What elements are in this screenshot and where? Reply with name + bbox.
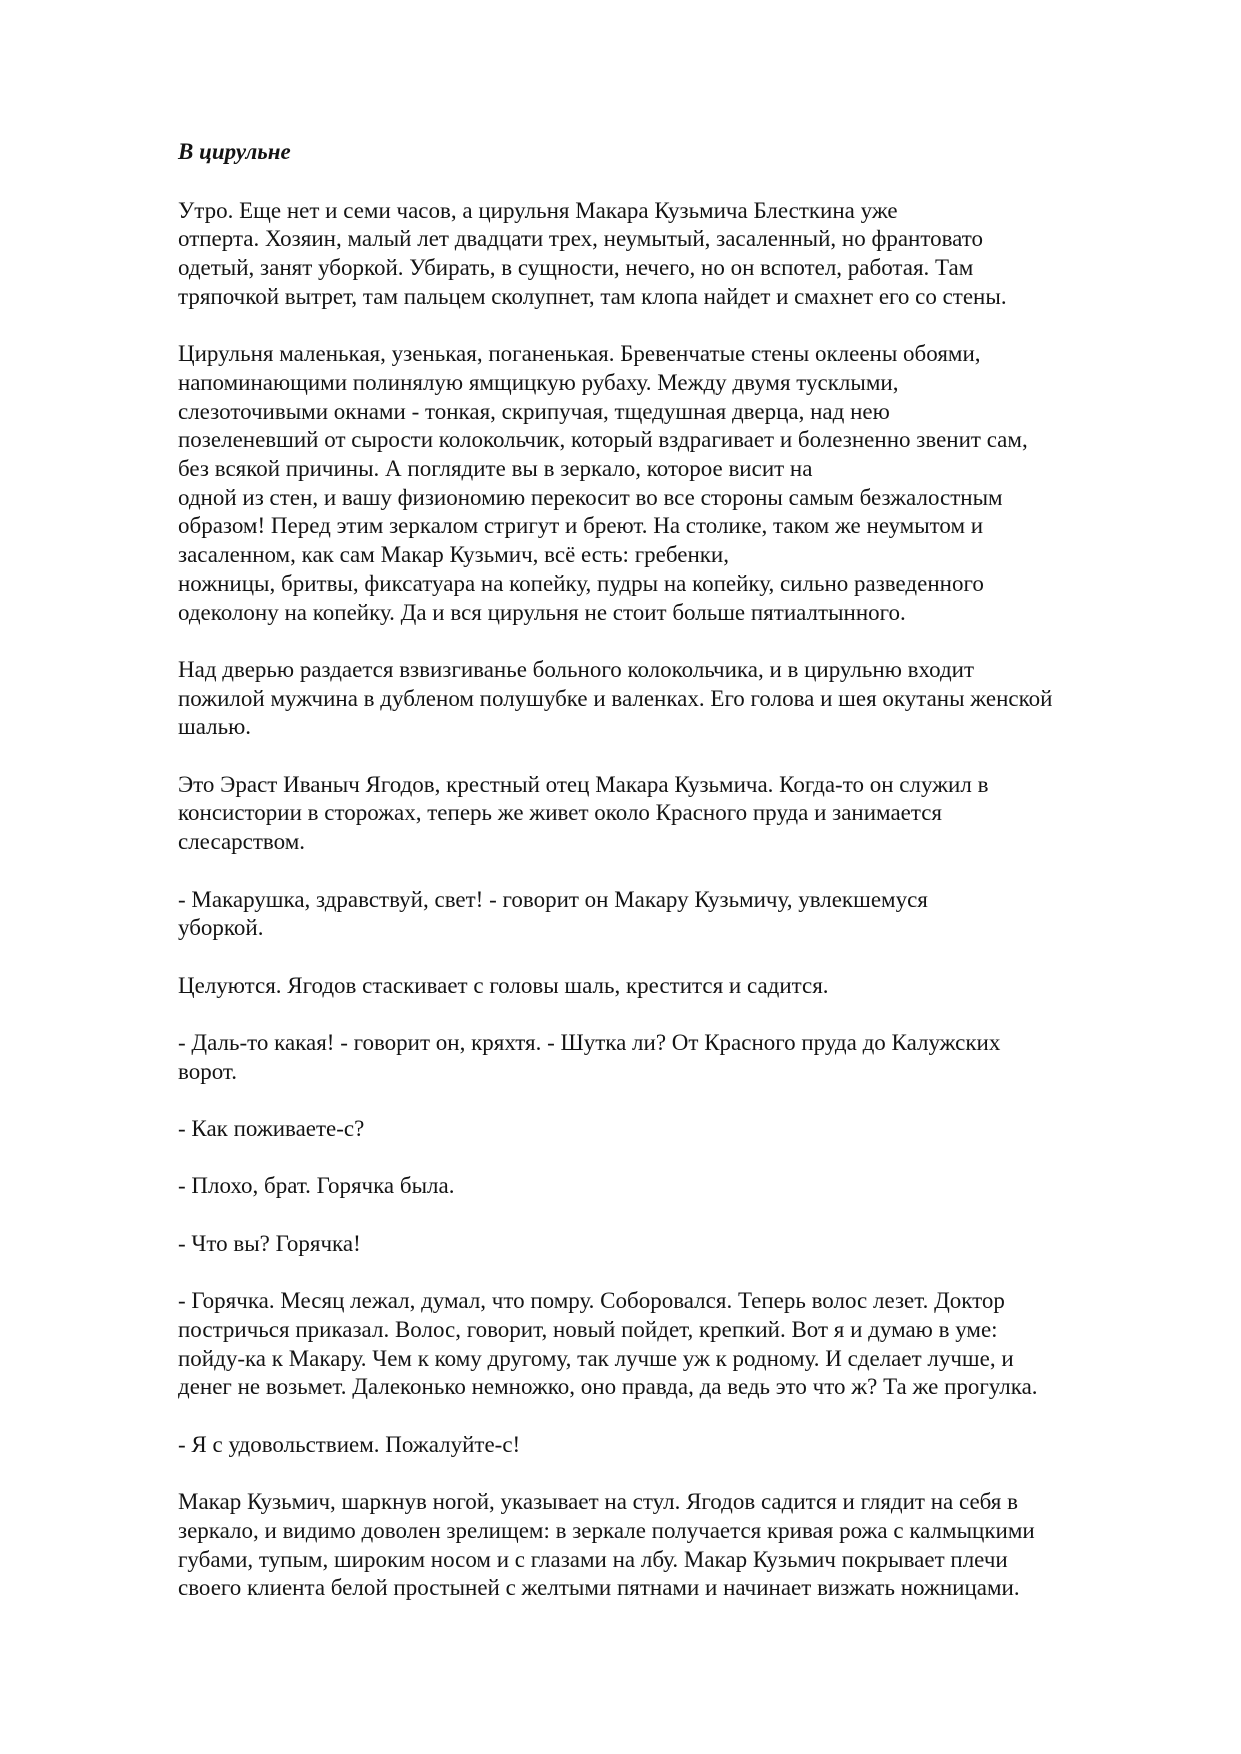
text-line: - Макарушка, здравствуй, свет! - говорит он Макару Кузьмичу, увлекшемуся [178,886,928,912]
text-line: губами, тупым, широким носом и с глазами на лбу. Макар Кузьмич покрывает плечи [178,1546,1008,1572]
text-line: консистории в сторожах, теперь же живет около Красного пруда и занимается [178,800,942,826]
paragraph [178,1431,1163,1460]
paragraph [178,771,1163,857]
text-line: денег не возьмет. Далеконько немножко, оно правда, да ведь это что ж? Та же прогулка. [178,1374,1038,1400]
text-line: слезоточивыми окнами - тонкая, скрипучая, тщедушная дверца, над нею [178,398,890,424]
paragraph-list [178,197,1163,1603]
text-line: одеколону на копейку. Да и вся цирульня не стоит больше пятиалтынного. [178,599,906,625]
text-line: одной из стен, и вашу физиономию перекосит во все стороны самым безжалостным [178,484,1003,510]
document-title: В цирульне [178,139,291,164]
text-line: - Я с удовольствием. Пожалуйте-с! [178,1431,521,1457]
text-line: своего клиента белой простыней с желтыми пятнами и начинает визжать ножницами. [178,1575,1020,1601]
paragraph [178,1029,1163,1086]
text-line: постричься приказал. Волос, говорит, новый пойдет, крепкий. Вот я и думаю в уме: [178,1316,998,1342]
text-line: шалью. [178,714,252,740]
text-line: - Даль-то какая! - говорит он, кряхтя. - Шутка ли? От Красного пруда до Калужских [178,1030,1001,1055]
text-line: напоминающими полинялую ямщицкую рубаху. Между двумя тусклыми, [178,369,899,395]
paragraph [178,197,1163,312]
paragraph [178,1115,1163,1144]
text-line: одетый, занят уборкой. Убирать, в сущности, нечего, но он вспотел, работая. Там [178,255,974,281]
text-line: позеленевший от сырости колокольчик, который вздрагивает и болезненно звенит сам, [178,427,1028,453]
text-line: - Горячка. Месяц лежал, думал, что помру. Соборовался. Теперь волос лезет. Доктор [178,1288,1005,1314]
text-line: зеркало, и видимо доволен зрелищем: в зеркале получается кривая рожа с калмыцкими [178,1517,1035,1543]
paragraph [178,340,1163,627]
text-line: Над дверью раздается взвизгиванье больного колокольчика, и в цирульню входит [178,656,975,682]
text-line: пожилой мужчина в дубленом полушубке и валенках. Его голова и шея окутаны женской [178,685,1053,711]
paragraph [178,1230,1163,1259]
text-line: пойду-ка к Макару. Чем к кому другому, так лучше уж к родному. И сделает лучше, и [178,1345,1014,1371]
text-line: - Как поживаете-с? [178,1116,365,1142]
text-line: уборкой. [178,915,264,941]
paragraph [178,1172,1163,1201]
text-line: засаленном, как сам Макар Кузьмич, всё есть: гребенки, [178,542,729,568]
text-line: образом! Перед этим зеркалом стригут и бреют. На столике, таком же неумытом и [178,513,984,539]
paragraph [178,1488,1163,1603]
text-line: - Плохо, брат. Горячка была. [178,1173,455,1199]
text-line: слесарством. [178,829,305,855]
text-line: Это Эраст Иваныч Ягодов, крестный отец Макара Кузьмича. Когда-то он служил в [178,771,989,797]
text-line: без всякой причины. А поглядите вы в зеркало, которое висит на [178,456,813,482]
text-line: ножницы, бритвы, фиксатуара на копейку, пудры на копейку, сильно разведенного [178,570,984,596]
text-line: Целуются. Ягодов стаскивает с головы шаль, крестится и садится. [178,972,829,998]
text-line: - Что вы? Горячка! [178,1230,361,1256]
document-body [178,138,1163,1632]
text-line: Макар Кузьмич, шаркнув ногой, указывает на стул. Ягодов садится и глядит на себя в [178,1489,1018,1515]
text-line: Цирульня маленькая, узенькая, поганенькая. Бревенчатые стены оклеены обоями, [178,341,981,367]
text-line: ворот. [178,1058,237,1084]
paragraph [178,656,1163,742]
paragraph [178,886,1163,943]
text-line: отперта. Хозяин, малый лет двадцати трех, неумытый, засаленный, но франтовато [178,226,984,252]
text-line: тряпочкой вытрет, там пальцем сколупнет, там клопа найдет и смахнет его со стены. [178,283,1007,309]
text-line: Утро. Еще нет и семи часов, а цирульня Макара Кузьмича Блесткина уже [178,197,898,223]
paragraph [178,1287,1163,1402]
paragraph [178,972,1163,1001]
